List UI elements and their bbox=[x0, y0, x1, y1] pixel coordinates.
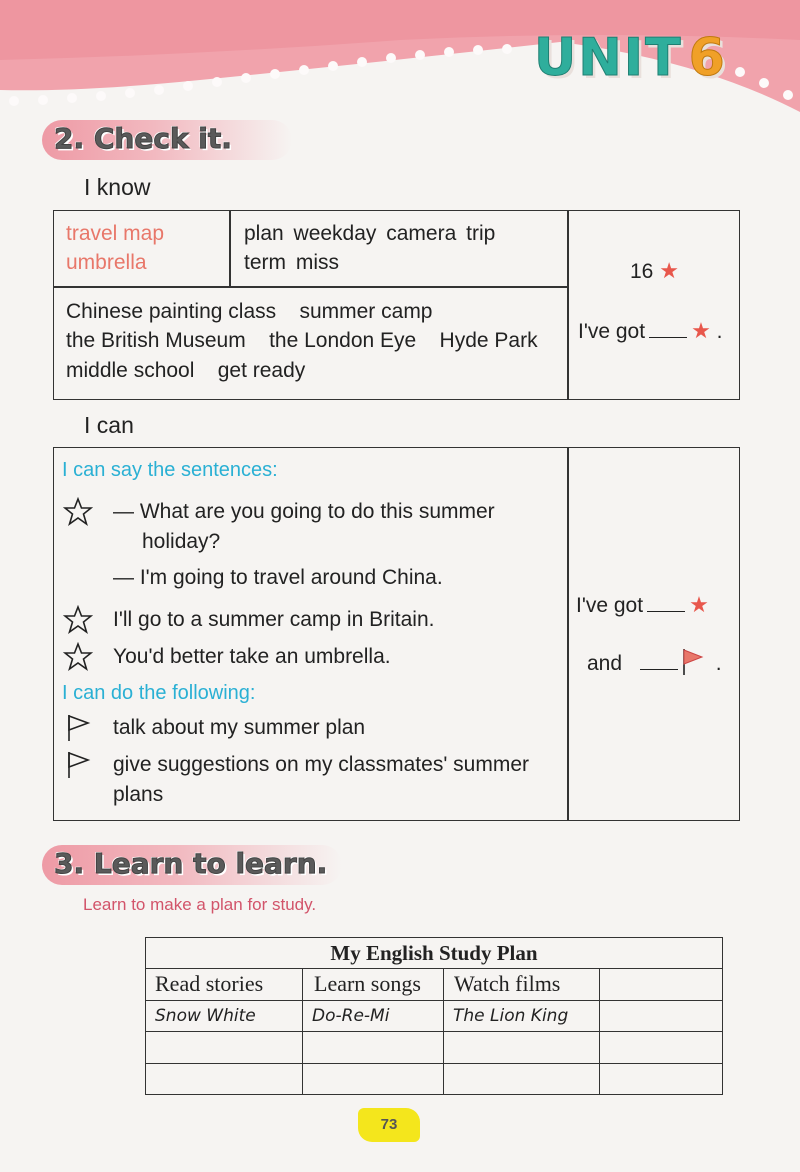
task-2b: plans bbox=[113, 783, 164, 806]
got-stars-line-2 bbox=[576, 590, 709, 621]
divider bbox=[145, 1063, 723, 1064]
period: . bbox=[716, 320, 723, 343]
answer-blank bbox=[649, 319, 687, 338]
plan-cell: Do-Re-Mi bbox=[312, 1006, 390, 1026]
divider bbox=[302, 968, 303, 1095]
plan-header: Watch films bbox=[454, 971, 561, 996]
divider bbox=[53, 286, 568, 288]
sentence-2: I'll go to a summer camp in Britain. bbox=[113, 608, 435, 631]
got-stars-line bbox=[578, 316, 722, 347]
i-can-label: I can bbox=[84, 412, 134, 438]
star-outline-icon bbox=[63, 642, 93, 672]
words-line-2: term miss bbox=[244, 251, 339, 274]
word-travel-map: travel map bbox=[66, 222, 165, 245]
red-star-icon: ★ bbox=[691, 318, 711, 343]
plan-header: Learn songs bbox=[314, 971, 421, 996]
and-text: and bbox=[587, 652, 623, 675]
sentence-1c: — I'm going to travel around China. bbox=[113, 566, 443, 589]
section-title-check-it: 2. Check it. bbox=[54, 122, 232, 155]
got-flags-line bbox=[587, 648, 722, 679]
flag-outline-icon bbox=[66, 713, 92, 743]
do-heading: I can do the following: bbox=[62, 682, 256, 704]
plan-cell: The Lion King bbox=[453, 1006, 569, 1026]
divider bbox=[443, 968, 444, 1095]
section-title-learn: 3. Learn to learn. bbox=[54, 847, 328, 880]
say-heading: I can say the sentences: bbox=[62, 459, 278, 481]
divider bbox=[229, 210, 231, 287]
star-outline-icon bbox=[63, 497, 93, 527]
learn-subtitle: Learn to make a plan for study. bbox=[83, 895, 317, 914]
task-2a: give suggestions on my classmates' summer bbox=[113, 753, 530, 776]
unit-number: 6 bbox=[688, 28, 727, 88]
plan-header: Read stories bbox=[155, 971, 264, 996]
task-1: talk about my summer plan bbox=[113, 716, 366, 739]
word-umbrella: umbrella bbox=[66, 251, 147, 274]
phrases-line-1: Chinese painting class summer camp bbox=[66, 300, 433, 323]
divider bbox=[145, 968, 723, 969]
plan-title: My English Study Plan bbox=[330, 941, 538, 965]
divider bbox=[599, 968, 600, 1095]
divider bbox=[145, 1031, 723, 1032]
i-know-label: I know bbox=[84, 174, 151, 200]
unit-word: UNIT bbox=[534, 28, 683, 88]
sentence-3: You'd better take an umbrella. bbox=[113, 645, 391, 668]
star-outline-icon bbox=[63, 605, 93, 635]
unit-title bbox=[534, 28, 727, 88]
sentence-1a: — What are you going to do this summer bbox=[113, 500, 495, 523]
flag-outline-icon bbox=[66, 750, 92, 780]
period: . bbox=[715, 652, 722, 675]
red-star-icon: ★ bbox=[659, 258, 679, 283]
red-star-icon: ★ bbox=[689, 592, 709, 617]
answer-blank bbox=[640, 651, 678, 670]
total-number: 16 bbox=[630, 260, 654, 283]
red-flag-icon bbox=[682, 648, 704, 676]
phrases-line-2: the British Museum the London Eye Hyde Park bbox=[66, 329, 538, 352]
plan-cell: Snow White bbox=[155, 1006, 256, 1026]
got-text: I've got bbox=[576, 594, 644, 617]
sentence-1b: holiday? bbox=[142, 530, 221, 553]
divider bbox=[567, 447, 569, 821]
got-text: I've got bbox=[578, 320, 646, 343]
words-line-1: plan weekday camera trip bbox=[244, 222, 496, 245]
total-stars bbox=[630, 256, 679, 287]
divider bbox=[567, 210, 569, 400]
page-number: 73 bbox=[358, 1108, 420, 1142]
phrases-line-3: middle school get ready bbox=[66, 359, 306, 382]
divider bbox=[145, 1000, 723, 1001]
answer-blank bbox=[647, 593, 685, 612]
